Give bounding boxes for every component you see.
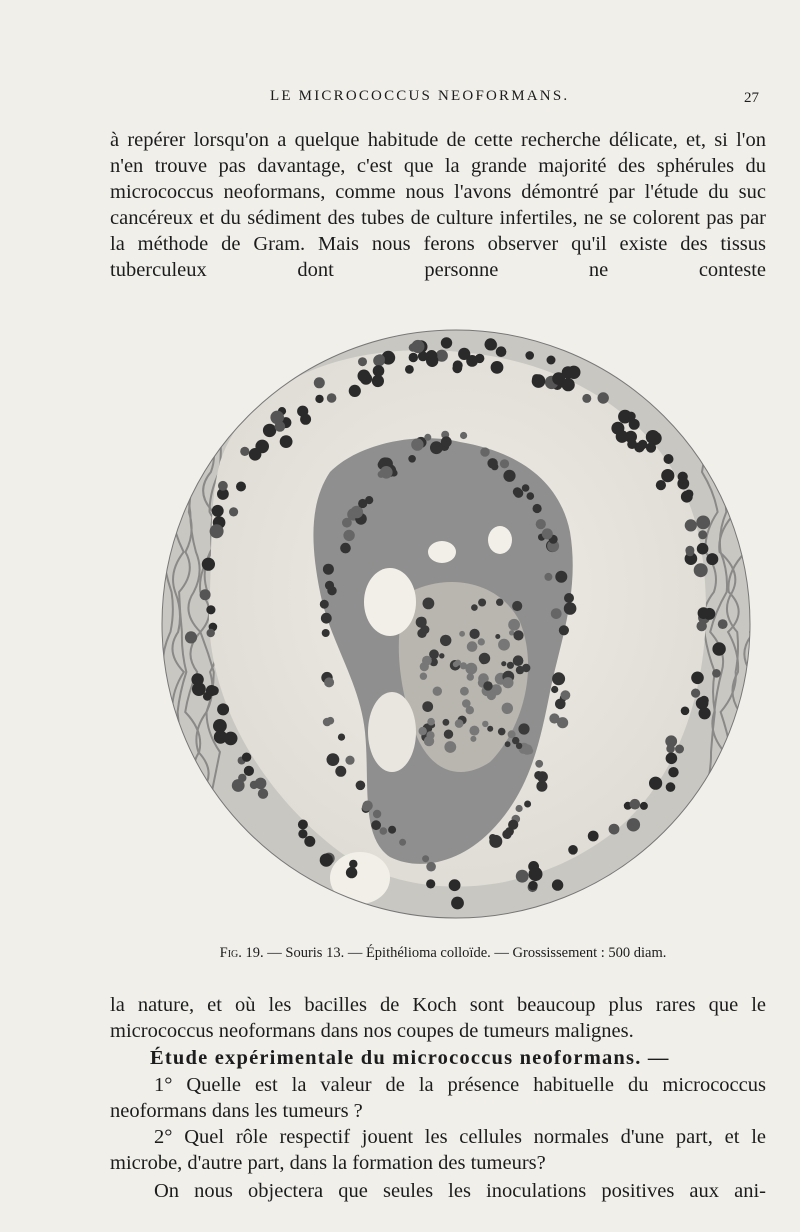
page-number: 27: [744, 90, 759, 106]
section-heading: Étude expérimentale du micrococcus neoformans. —: [150, 1047, 670, 1069]
question-1: 1° Quelle est la valeur de la présence habituelle du micrococcus neoformans dans les tumeurs ?: [110, 1074, 766, 1122]
paragraph-3: On nous objectera que seules les inoculations positives aux ani-: [154, 1180, 766, 1202]
micrograph-image: [160, 312, 776, 932]
running-title: LE MICROCOCCUS NEOFORMANS.: [270, 88, 570, 104]
micrograph-figure: [160, 312, 776, 932]
figure-label: Fig. 19.: [219, 945, 264, 961]
paragraph-1: à repérer lorsqu'on a quelque habitude de cette recherche délicate, et, si l'on n'en trouve pas davantage, c'est que la grande majorité des sphérules du micrococcus neoformans, comme nous l'avons démontré par l'étude du suc cancéreux et du sédiment des tubes de culture infertiles, ne se colorent pas par la méthode de Gram. Mais nous ferons observer qu'il existe des tissus tuberculeux dont personne ne conteste: [110, 129, 766, 281]
page-header: [0, 88, 800, 112]
question-2: 2° Quel rôle respectif jouent les cellules normales d'une part, et le microbe, d'autre part, dans la formation des tumeurs?: [110, 1126, 766, 1174]
figure-caption-text: — Souris 13. — Épithélioma colloïde. — Grossissement : 500 diam.: [263, 945, 667, 961]
questions-block: [110, 1072, 766, 1176]
paragraph-2: la nature, et où les bacilles de Koch sont beaucoup plus rares que le micrococcus neoformans dans nos coupes de tumeurs malignes.: [110, 994, 766, 1042]
figure-caption: [120, 945, 766, 962]
